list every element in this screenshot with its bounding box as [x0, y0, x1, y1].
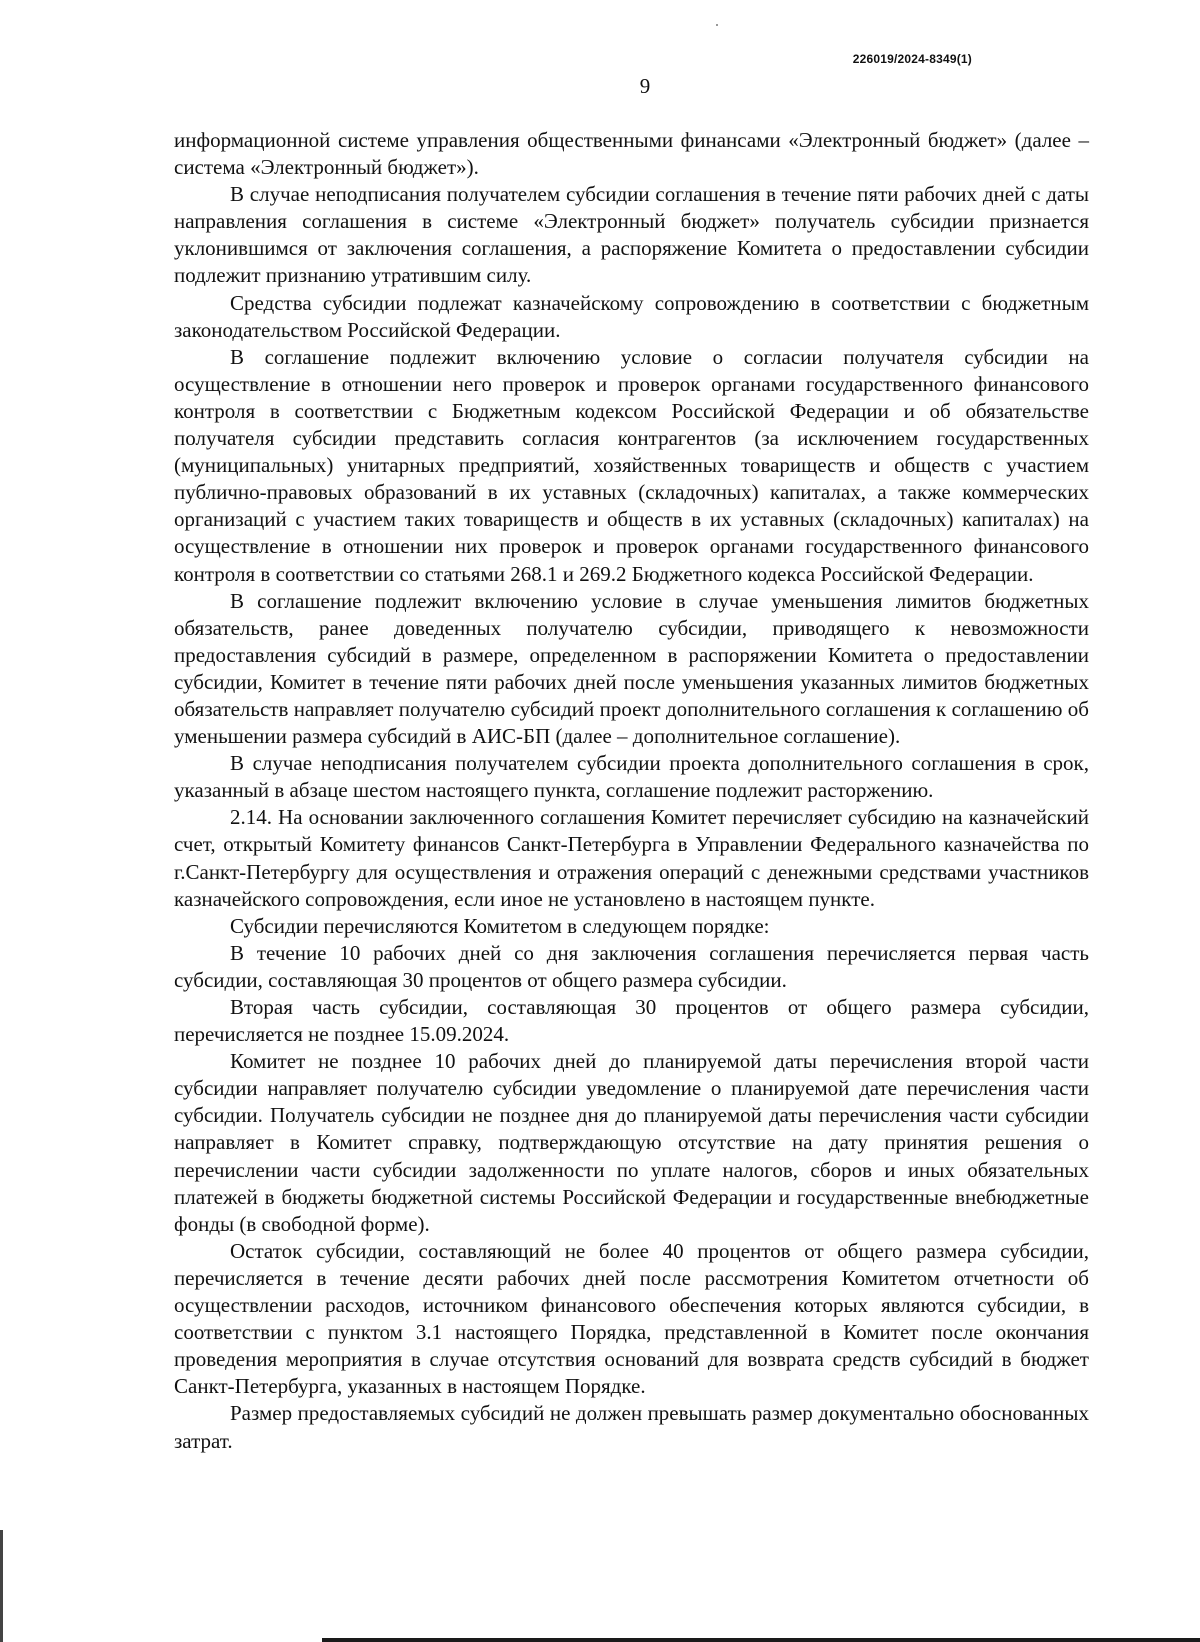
- document-registration-number: 226019/2024-8349(1): [852, 52, 972, 66]
- paragraph-continuation: информационной системе управления общественными финансами «Электронный бюджет» (далее – система «Электронный бюджет»).: [174, 128, 1089, 180]
- page-number: 9: [639, 74, 651, 98]
- paragraph: Комитет не позднее 10 рабочих дней до планируемой даты перечисления второй части субсидии направляет получателю субсидии уведомление о планируемой дате перечисления части субсидии. Получатель субсидии не позднее дня до планируемой даты перечисления части субсидии направляет в Комитет справку, подтверждающую отсутствие на дату принятия решения о перечислении части субсидии задолженности по уплате налогов, сборов и иных обязательных платежей в бюджеты бюджетной системы Российской Федерации и государственные внебюджетные фонды (в свободной форме).: [174, 1049, 1089, 1236]
- document-body: [174, 127, 1089, 1455]
- paragraph: В случае неподписания получателем субсидии проекта дополнительного соглашения в срок, указанный в абзаце шестом настоящего пункта, соглашение подлежит расторжению.: [174, 751, 1089, 803]
- paragraph: В соглашение подлежит включению условие о согласии получателя субсидии на осуществление в отношении него проверок и проверок органами государственного финансового контроля в соответствии с Бюджетным кодексом Российской Федерации и об обязательстве получателя субсидии представить согласия контрагентов (за исключением государственных (муниципальных) унитарных предприятий, хозяйственных товариществ и обществ с участием публично-правовых образований в их уставных (складочных) капиталах, а также коммерческих организаций с участием таких товариществ и обществ в их уставных (складочных) капиталах) на осуществление в отношении них проверок и проверок органами государственного финансового контроля в соответствии со статьями 268.1 и 269.2 Бюджетного кодекса Российской Федерации.: [174, 344, 1089, 586]
- scan-edge-left: [0, 1530, 3, 1642]
- paragraph-clause-2-14: 2.14. На основании заключенного соглашения Комитет перечисляет субсидию на казначейский счет, открытый Комитету финансов Санкт-Петербурга в Управлении Федерального казначейства по г.Санкт-Петербургу для осуществления и отражения операций с денежными средствами участников казначейского сопровождения, если иное не установлено в настоящем пункте.: [174, 805, 1089, 911]
- paragraph: Средства субсидии подлежат казначейскому сопровождению в соответствии с бюджетным законодательством Российской Федерации.: [174, 290, 1089, 342]
- paragraph: Остаток субсидии, составляющий не более 40 процентов от общего размера субсидии, перечисляется в течение десяти рабочих дней после рассмотрения Комитетом отчетности об осуществлении расходов, источником финансового обеспечения которых являются субсидии, в соответствии с пунктом 3.1 настоящего Порядка, представленной в Комитет после окончания проведения мероприятия в случае отсутствия оснований для возврата средств субсидий в бюджет Санкт-Петербурга, указанных в настоящем Порядке.: [174, 1238, 1089, 1399]
- paragraph: В соглашение подлежит включению условие в случае уменьшения лимитов бюджетных обязательств, ранее доведенных получателю субсидии, приводящего к невозможности предоставления субсидий в размере, определенном в распоряжении Комитета о предоставлении субсидии, Комитет в течение пяти рабочих дней после уменьшения указанных лимитов бюджетных обязательств направляет получателю субсидий проект дополнительного соглашения к соглашению об уменьшении размера субсидий в АИС-БП (далее – дополнительное соглашение).: [174, 588, 1089, 749]
- paragraph: Субсидии перечисляются Комитетом в следующем порядке:: [230, 913, 770, 938]
- scan-speck: [716, 24, 718, 26]
- scan-edge-bottom: [322, 1638, 1200, 1642]
- paragraph: В течение 10 рабочих дней со дня заключения соглашения перечисляется первая часть субсидии, составляющая 30 процентов от общего размера субсидии.: [174, 940, 1089, 992]
- paragraph: Размер предоставляемых субсидий не должен превышать размер документально обоснованных затрат.: [174, 1401, 1089, 1453]
- paragraph: В случае неподписания получателем субсидии соглашения в течение пяти рабочих дней с даты направления соглашения в системе «Электронный бюджет» получатель субсидии признается уклонившимся от заключения соглашения, а распоряжение Комитета о предоставлении субсидии подлежит признанию утратившим силу.: [174, 182, 1089, 288]
- paragraph: Вторая часть субсидии, составляющая 30 процентов от общего размера субсидии, перечисляется не позднее 15.09.2024.: [174, 995, 1089, 1047]
